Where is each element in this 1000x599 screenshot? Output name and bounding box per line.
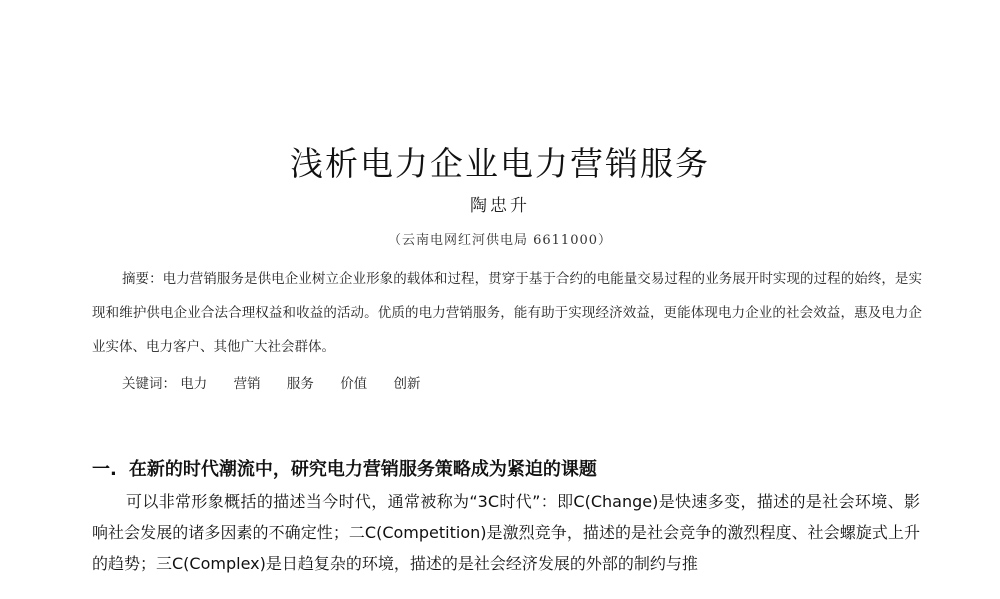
- keyword-item: 营销: [233, 376, 261, 392]
- keyword-item: 服务: [286, 376, 314, 392]
- keyword-item: 电力: [180, 376, 208, 392]
- paper-title: 浅析电力企业电力营销服务: [290, 144, 710, 183]
- author-name: 陶忠升: [470, 196, 530, 216]
- keywords-line: [122, 372, 902, 392]
- section-heading-text: 在新的时代潮流中，研究电力营销服务策略成为紧迫的课题: [128, 459, 597, 480]
- abstract-paragraph: 摘要：电力营销服务是供电企业树立企业形象的载体和过程，贯穿于基于合约的电能量交易过程的业务展开时实现的过程的始终，是实现和维护供电企业合法合理权益和收益的活动。优质的电力营销服务，能有助于实现经济效益，更能体现电力企业的社会效益，惠及电力企业实体、电力客户、其他广大社会群体。: [92, 271, 922, 355]
- author-affiliation: （云南电网红河供电局 6611000）: [387, 233, 613, 248]
- keyword-item: 创新: [393, 376, 421, 392]
- section-heading: [92, 455, 932, 481]
- keywords-label: 关键词：: [122, 376, 176, 392]
- body-paragraph: 可以非常形象概括的描述当今时代，通常被称为“3C时代”：即C(Change)是快速多变，描述的是社会环境、影响社会发展的诸多因素的不确定性；二C(Competition)是激烈竞争，描述的是社会竞争的激烈程度、社会螺旋式上升的趋势；三C(Complex)是日趋复杂的环境，描述的是社会经济发展的外部的制约与推: [92, 492, 920, 573]
- keyword-item: 价值: [340, 376, 368, 392]
- section-number: 一.: [92, 459, 117, 480]
